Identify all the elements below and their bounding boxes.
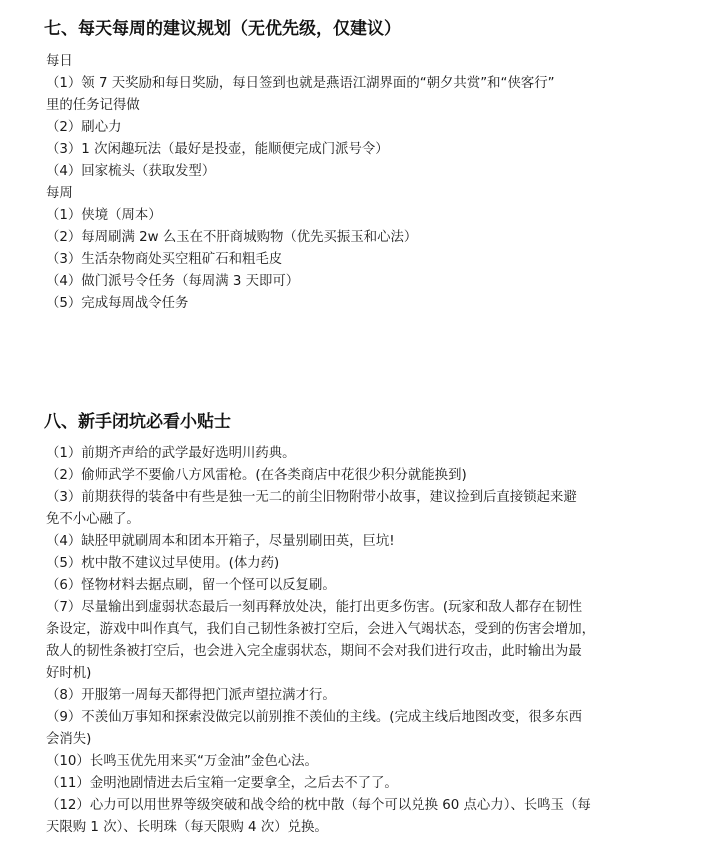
daily-item: （2）刷心力 [46,120,122,135]
daily-item: （4）回家梳头（获取发型） [46,164,216,179]
daily-item: （3）1 次闲趣玩法（最好是投壶，能顺便完成门派号令） [46,142,389,157]
tip-line: （1）前期齐声给的武学最好选明川药典。 [46,446,296,461]
section-8-title: 八、新手闭坑必看小贴士 [44,412,231,432]
tip-line: 好时机) [46,666,92,681]
tip-line: （12）心力可以用世界等级突破和战令给的枕中散（每个可以兑换 60 点心力）、长鸣玉（每 [46,798,591,813]
tip-line: （7）尽量输出到虚弱状态最后一刻再释放处决，能打出更多伤害。(玩家和敌人都存在韧性 [46,600,582,615]
daily-label: 每日 [46,54,73,69]
tip-line: （8）开服第一周每天都得把门派声望拉满才行。 [46,688,336,703]
tip-line: 会消失) [46,732,92,747]
tip-line: 条设定，游戏中叫作真气，我们自己韧性条被打空后，会进入气竭状态，受到的伤害会增加， [46,622,596,637]
tip-line: （10）长鸣玉优先用来买“万金油”金色心法。 [46,754,318,769]
weekly-item: （1）侠境（周本） [46,208,162,223]
weekly-item: （4）做门派号令任务（每周满 3 天即可） [46,274,300,289]
tip-line: （4）缺胫甲就刷周本和团本开箱子，尽量别刷田英，巨坑! [46,534,395,549]
tip-line: 天限购 1 次）、长明珠（每天限购 4 次）兑换。 [46,820,328,835]
tip-line: （11）金明池剧情进去后宝箱一定要拿全，之后去不了了。 [46,776,398,791]
tip-line: （2）偷师武学不要偷八方风雷枪。(在各类商店中花很少积分就能换到) [46,468,467,483]
daily-item: （1）领 7 天奖励和每日奖励，每日签到也就是燕语江湖界面的“朝夕共赏”和“侠客行” [46,76,555,91]
daily-item: 里的任务记得做 [46,98,140,113]
weekly-item: （5）完成每周战令任务 [46,296,189,311]
weekly-label: 每周 [46,186,73,201]
tip-line: （5）枕中散不建议过早使用。(体力药) [46,556,280,571]
weekly-item: （2）每周刷满 2w 么玉在不肝商城购物（优先买振玉和心法） [46,230,418,245]
section-8-body [46,443,676,839]
tip-line: （6）怪物材料去据点刷，留一个怪可以反复刷。 [46,578,336,593]
tip-line: 敌人的韧性条被打空后，也会进入完全虚弱状态，期间不会对我们进行攻击，此时输出为最 [46,644,582,659]
tip-line: （9）不羡仙万事知和探索没做完以前别推不羡仙的主线。(完成主线后地图改变，很多东西 [46,710,582,725]
section-7-title: 七、每天每周的建议规划（无优先级，仅建议） [44,19,401,39]
tip-line: 免不小心融了。 [46,512,140,527]
weekly-item: （3）生活杂物商处买空粗矿石和粗毛皮 [46,252,283,267]
section-7-body [46,51,676,315]
tip-line: （3）前期获得的装备中有些是独一无二的前尘旧物附带小故事，建议捡到后直接锁起来避 [46,490,577,505]
